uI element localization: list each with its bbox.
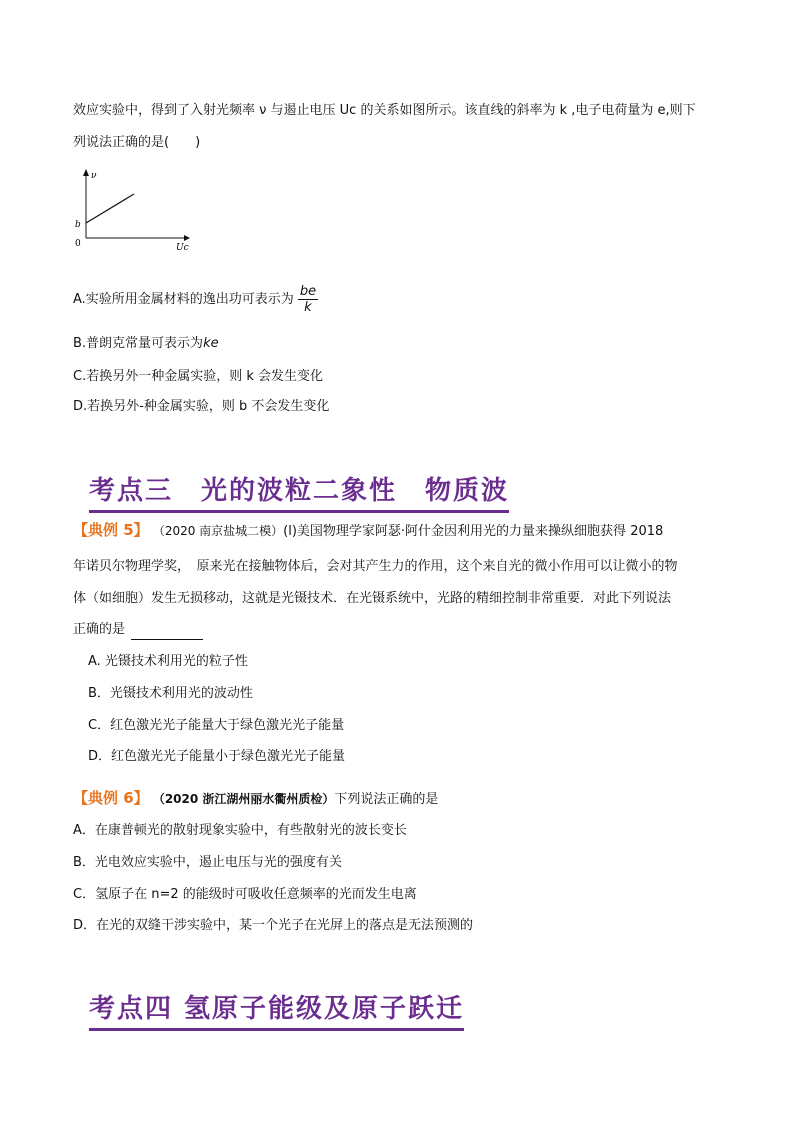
example-6-option-c: C．氢原子在 n=2 的能级时可吸收任意频率的光而发生电离 bbox=[73, 887, 417, 902]
example-5-line2: 年诺贝尔物理学奖， 原来光在接触物体后，会对其产生力的作用，这个来自光的微小作用可以让微小的物 bbox=[73, 559, 678, 574]
example-5-option-c: C．红色激光光子能量大于绿色激光光子能量 bbox=[88, 718, 345, 733]
question-intro-line2: 列说法正确的是( ) bbox=[73, 135, 201, 150]
answer-blank bbox=[131, 625, 203, 640]
example-5-line4 bbox=[73, 620, 203, 640]
example-6-option-b: B．光电效应实验中，遏止电压与光的强度有关 bbox=[73, 855, 342, 870]
section-3-heading: 考点三 光的波粒二象性 物质波 bbox=[89, 470, 509, 513]
option-c: C.若换另外一种金属实验，则 k 会发生变化 bbox=[73, 369, 324, 384]
example-6-prompt: 下列说法正确的是 bbox=[334, 792, 439, 807]
option-b bbox=[73, 334, 219, 354]
fraction-denominator: k bbox=[304, 300, 312, 315]
graph-line bbox=[86, 194, 134, 223]
option-b-expression: ke bbox=[203, 336, 219, 351]
example-5-line4-text: 正确的是 bbox=[73, 622, 126, 637]
example-6-source: （2020 浙江湖州丽水衢州质检） bbox=[152, 792, 335, 806]
option-a bbox=[73, 280, 318, 320]
x-axis-arrow-icon bbox=[184, 235, 190, 241]
example-6-option-d: D．在光的双缝干涉实验中，某一个光子在光屏上的落点是无法预测的 bbox=[73, 918, 474, 933]
y-axis-arrow-icon bbox=[83, 169, 89, 176]
example-6-option-a: A．在康普顿光的散射现象实验中，有些散射光的波长变长 bbox=[73, 823, 407, 838]
example-5-line1 bbox=[73, 520, 663, 542]
option-a-fraction bbox=[298, 284, 318, 315]
example-6-tag: 【典例 6】 bbox=[73, 789, 149, 807]
option-b-text: B.普朗克常量可表示为 bbox=[73, 336, 204, 351]
question-intro-line1: 效应实验中，得到了入射光频率 ν 与遏止电压 Uc 的关系如图所示。该直线的斜率为 k ,电子电荷量为 e,则下 bbox=[73, 103, 696, 118]
example-6-line1 bbox=[73, 788, 438, 810]
example-5-line1-text: (l)美国物理学家阿瑟·阿什金因利用光的力量来操纵细胞获得 2018 bbox=[283, 524, 664, 539]
origin-label: 0 bbox=[75, 239, 81, 249]
example-5-tag: 【典例 5】 bbox=[73, 521, 149, 539]
option-d: D.若换另外-种金属实验，则 b 不会发生变化 bbox=[73, 399, 330, 414]
intercept-label: b bbox=[75, 220, 81, 230]
option-a-text: A.实验所用金属材料的逸出功可表示为 bbox=[73, 292, 294, 307]
section-4-heading: 考点四 氢原子能级及原子跃迁 bbox=[89, 988, 464, 1031]
example-5-option-a: A. 光镊技术利用光的粒子性 bbox=[88, 654, 248, 669]
example-5-option-b: B．光镊技术利用光的波动性 bbox=[88, 686, 253, 701]
x-axis-label: Uc bbox=[176, 243, 189, 252]
example-5-line3: 体（如细胞）发生无损移动，这就是光镊技术．在光镊系统中，光路的精细控制非常重要．对此下列说法 bbox=[73, 591, 672, 606]
frequency-voltage-graph bbox=[72, 166, 202, 252]
example-5-source: （2020 南京盐城二模） bbox=[152, 524, 284, 538]
example-5-option-d: D．红色激光光子能量小于绿色激光光子能量 bbox=[88, 749, 346, 764]
y-axis-label: ν bbox=[91, 171, 97, 181]
fraction-numerator: be bbox=[299, 284, 317, 299]
